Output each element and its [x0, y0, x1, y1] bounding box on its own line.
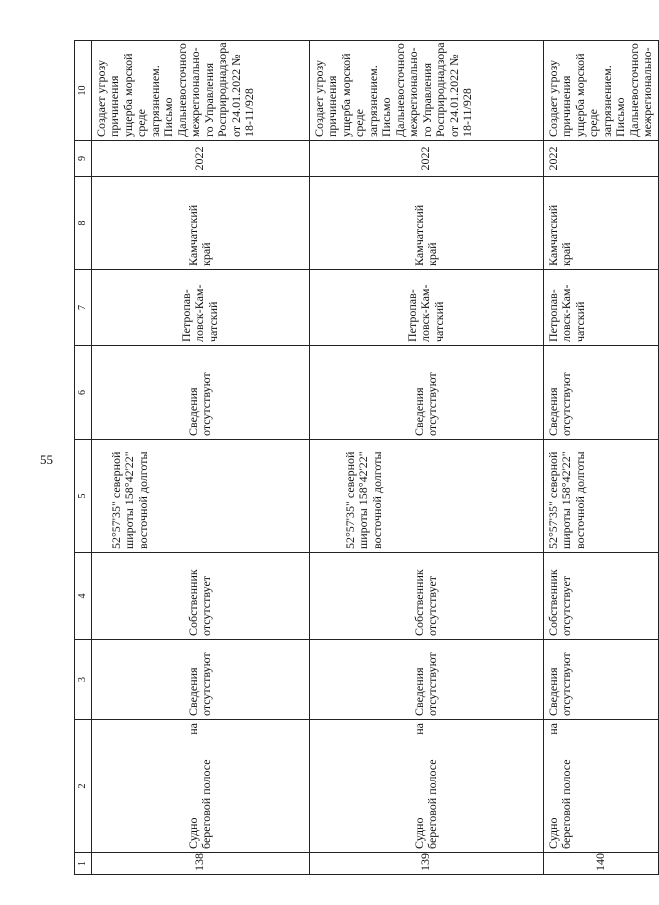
- column-header: 3: [75, 640, 92, 720]
- city: Петропав-ловск-Кам-чатский: [543, 270, 658, 346]
- city: Петропав-ловск-Кам-чатский: [309, 270, 543, 346]
- note: Создает угрозу причинения ущерба морской среде загрязнением. Письмо Дальневосточного межрегионально-го Управления Росприроднадзора от 24.01.2022 № 18-11/928: [91, 41, 309, 141]
- object-name-word: Судно: [411, 817, 426, 849]
- region: Камчатский край: [91, 177, 309, 270]
- page-number: 55: [40, 452, 53, 467]
- coordinates: 52°57'35" северной широты 158°42'22" восточной долготы: [543, 440, 658, 553]
- object-name: [543, 720, 658, 853]
- object-name: [309, 720, 543, 853]
- object-name-word: на: [185, 723, 200, 735]
- object-name-word: береговой полосе: [199, 759, 213, 849]
- object-name-word: на: [545, 723, 560, 735]
- owner: Собственник отсутствует: [309, 553, 543, 640]
- object-name-word: Судно: [185, 817, 200, 849]
- column-header: 6: [75, 346, 92, 440]
- table-row: [309, 41, 543, 875]
- object-name-word: береговой полосе: [559, 759, 573, 849]
- owner: Собственник отсутствует: [543, 553, 658, 640]
- object-name-word: на: [411, 723, 426, 735]
- object-name-word: береговой полосе: [425, 759, 439, 849]
- extra-info: Сведения отсутствуют: [543, 346, 658, 440]
- object-name-word: Судно: [545, 817, 560, 849]
- row-number: 138: [91, 853, 309, 875]
- column-header: 1: [75, 853, 92, 875]
- owner-info: Сведения отсутствуют: [309, 640, 543, 720]
- coordinates: 52°57'35" северной широты 158°42'22" восточной долготы: [91, 440, 309, 553]
- owner-info: Сведения отсутствуют: [91, 640, 309, 720]
- note: Создает угрозу причинения ущерба морской среде загрязнением. Письмо Дальневосточного межрегионально-: [543, 41, 658, 141]
- object-name: [91, 720, 309, 853]
- region: Камчатский край: [309, 177, 543, 270]
- table-row: [543, 41, 658, 875]
- column-header: 2: [75, 720, 92, 853]
- coordinates: 52°57'35" северной широты 158°42'22" восточной долготы: [309, 440, 543, 553]
- column-header: 5: [75, 440, 92, 553]
- column-header: 8: [75, 177, 92, 270]
- extra-info: Сведения отсутствуют: [91, 346, 309, 440]
- column-header: 9: [75, 141, 92, 177]
- year: 2022: [91, 141, 309, 177]
- row-number: 140: [543, 853, 658, 875]
- table-row: [91, 41, 309, 875]
- owner: Собственник отсутствует: [91, 553, 309, 640]
- column-header: 10: [75, 41, 92, 141]
- row-number: 139: [309, 853, 543, 875]
- column-number-row: [75, 41, 92, 875]
- city: Петропав-ловск-Кам-чатский: [91, 270, 309, 346]
- rotated-table-wrapper: [74, 41, 654, 875]
- note: Создает угрозу причинения ущерба морской среде загрязнением. Письмо Дальневосточного межрегионально-го Управления Росприроднадзора от 24.01.2022 № 18-11/928: [309, 41, 543, 141]
- region: Камчатский край: [543, 177, 658, 270]
- column-header: 4: [75, 553, 92, 640]
- extra-info: Сведения отсутствуют: [309, 346, 543, 440]
- year: 2022: [309, 141, 543, 177]
- registry-table: [74, 40, 659, 875]
- column-header: 7: [75, 270, 92, 346]
- owner-info: Сведения отсутствуют: [543, 640, 658, 720]
- year: 2022: [543, 141, 658, 177]
